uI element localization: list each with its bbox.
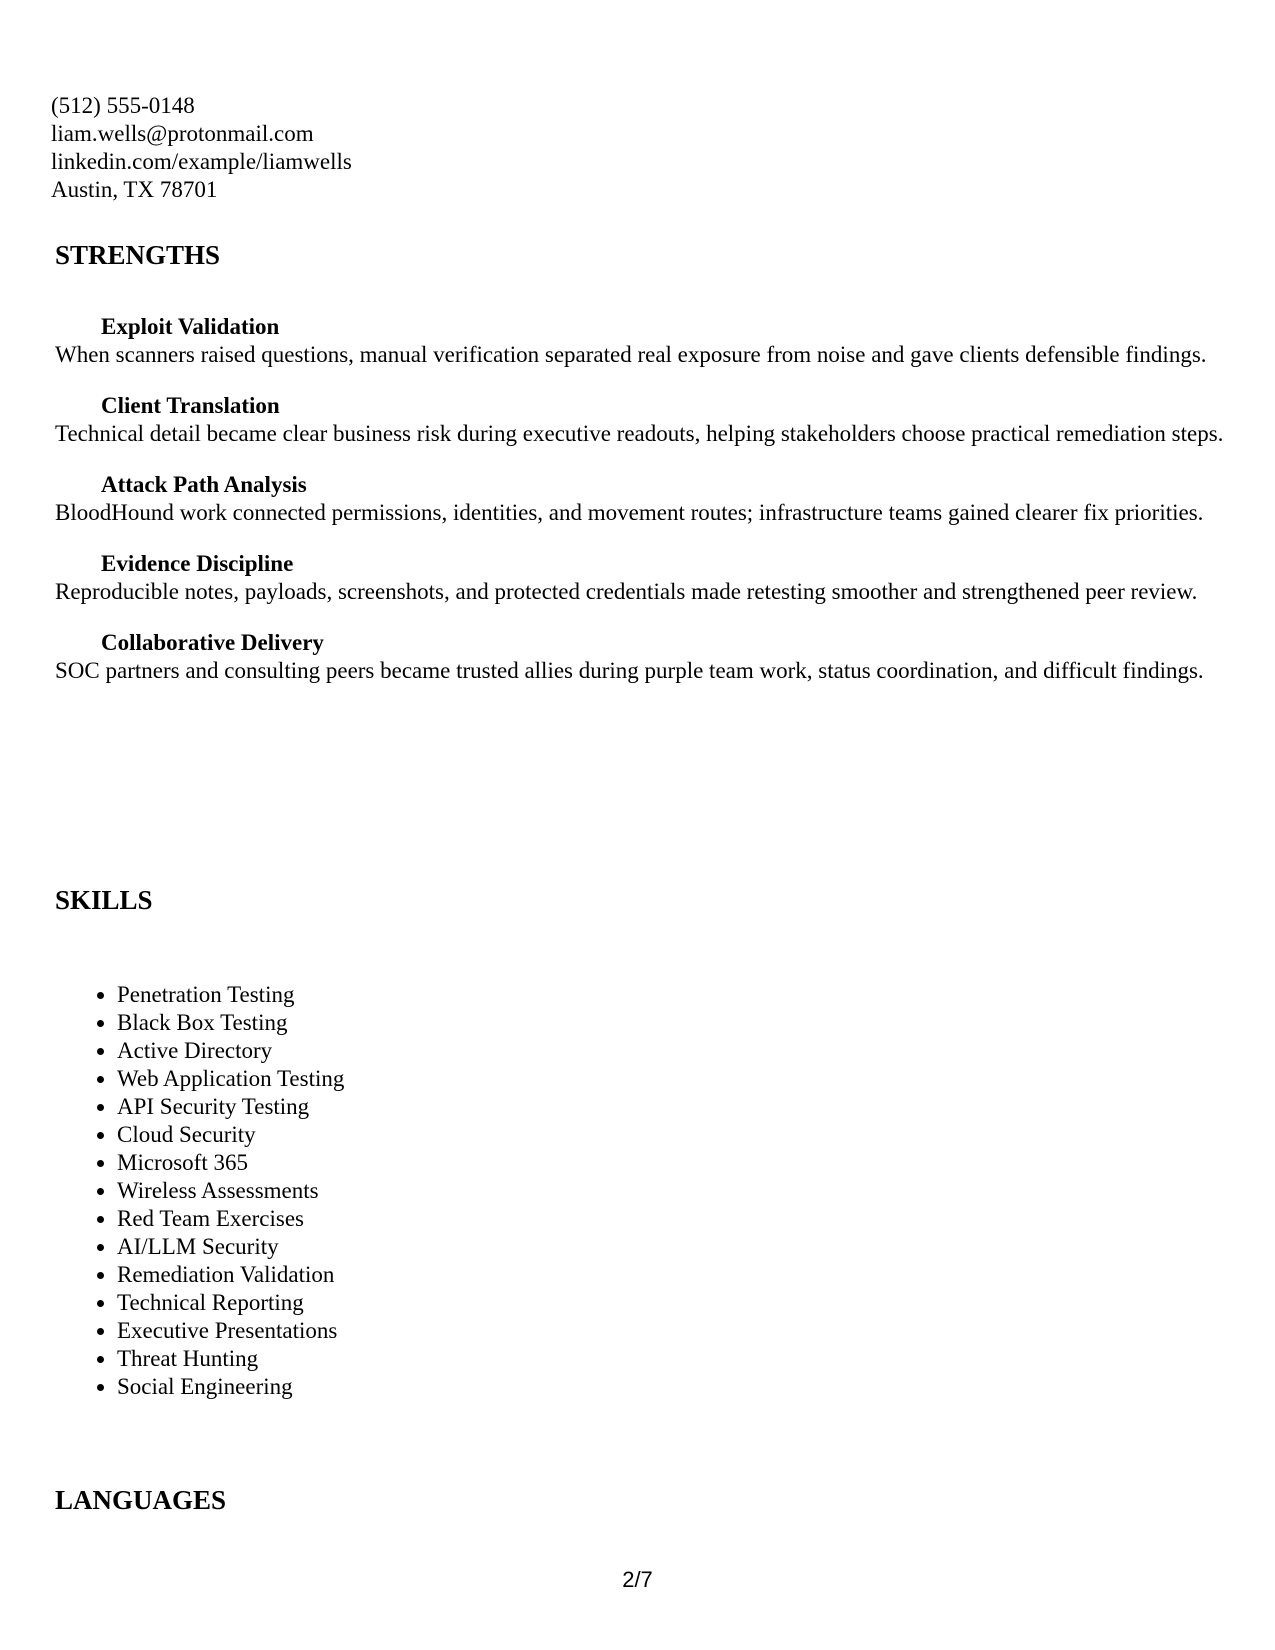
strength-title: Collaborative Delivery — [101, 630, 324, 655]
strength-title: Evidence Discipline — [101, 551, 294, 576]
skills-heading: SKILLS — [55, 885, 153, 915]
languages-heading: LANGUAGES — [55, 1485, 227, 1515]
list-item: • Cloud Security — [117, 1121, 344, 1149]
contact-phone: (512) 555-0148 — [51, 93, 195, 118]
contact-block — [51, 92, 352, 204]
contact-linkedin: linkedin.com/example/liamwells — [51, 149, 352, 174]
strength-description: When scanners raised questions, manual verification separated real exposure from noise and gave clients defensible findings. — [55, 342, 1207, 367]
list-item: • Web Application Testing — [117, 1065, 344, 1093]
strength-description: Technical detail became clear business risk during executive readouts, helping stakeholders choose practical remediation steps. — [55, 421, 1224, 446]
list-item: • Penetration Testing — [117, 981, 344, 1009]
list-item: • Red Team Exercises — [117, 1205, 344, 1233]
strength-item — [55, 550, 1235, 606]
strengths-heading: STRENGTHS — [55, 240, 221, 270]
strength-title: Attack Path Analysis — [101, 472, 307, 497]
skills-list — [55, 981, 344, 1401]
strength-title: Client Translation — [101, 393, 280, 418]
strength-description: SOC partners and consulting peers became trusted allies during purple team work, status coordination, and difficult findings. — [55, 658, 1204, 683]
list-item: • Executive Presentations — [117, 1317, 344, 1345]
strength-item — [55, 629, 1235, 685]
list-item: • Remediation Validation — [117, 1261, 344, 1289]
list-item: • Wireless Assessments — [117, 1177, 344, 1205]
list-item: • Technical Reporting — [117, 1289, 344, 1317]
strength-item — [55, 313, 1235, 369]
contact-location: Austin, TX 78701 — [51, 177, 218, 202]
strength-title: Exploit Validation — [101, 314, 280, 339]
strength-item — [55, 392, 1235, 448]
list-item: • API Security Testing — [117, 1093, 344, 1121]
list-item: • Social Engineering — [117, 1373, 344, 1401]
strength-description: Reproducible notes, payloads, screenshots, and protected credentials made retesting smoother and strengthened peer review. — [55, 579, 1198, 604]
contact-email: liam.wells@protonmail.com — [51, 121, 314, 146]
strengths-list — [55, 313, 1235, 708]
list-item: • Microsoft 365 — [117, 1149, 344, 1177]
list-item: • Active Directory — [117, 1037, 344, 1065]
strength-description: BloodHound work connected permissions, identities, and movement routes; infrastructure teams gained clearer fix priorities. — [55, 500, 1204, 525]
list-item: • Black Box Testing — [117, 1009, 344, 1037]
list-item: • AI/LLM Security — [117, 1233, 344, 1261]
strength-item — [55, 471, 1235, 527]
page-number: 2/7 — [622, 1567, 653, 1592]
list-item: • Threat Hunting — [117, 1345, 344, 1373]
